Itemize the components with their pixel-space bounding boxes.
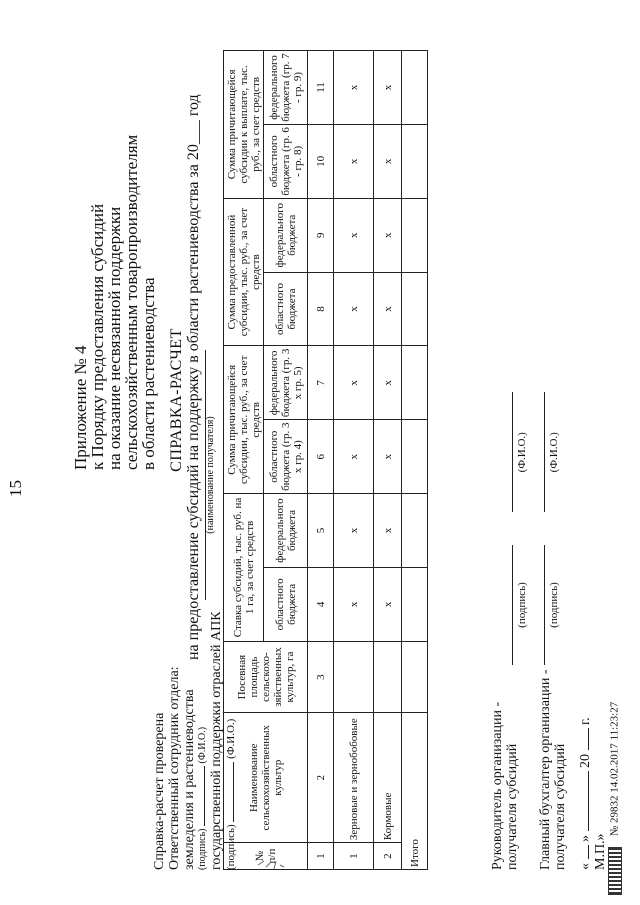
appendix-line-2: к Порядку предоставления субсидий xyxy=(88,203,107,470)
column-number: 9 xyxy=(308,198,334,272)
table-cell: х xyxy=(374,420,402,494)
header-due: Сумма причитающейся субсидии, тыс. руб., за счет средств xyxy=(224,346,264,494)
date-quote-close: » xyxy=(578,835,593,842)
subheader-obl-8: областного бюджета xyxy=(264,272,308,346)
table-cell xyxy=(374,641,402,713)
accountant-fio-caption: (Ф.И.О.) xyxy=(548,432,560,473)
header-no: № п/п xyxy=(224,843,308,870)
seal-placeholder: М.П.» xyxy=(593,833,608,870)
table-cell: х xyxy=(334,198,374,272)
table-cell: х xyxy=(334,124,374,198)
table-row xyxy=(334,51,374,870)
column-number: 6 xyxy=(308,420,334,494)
table-cell: х xyxy=(374,198,402,272)
row-no: 1 xyxy=(334,843,374,870)
check-line-2: Ответственный сотрудник отдела: xyxy=(167,666,182,870)
page-number: 15 xyxy=(6,480,25,497)
appendix-line-1: Приложение № 4 xyxy=(71,345,90,470)
subheader-fed-5: федерального бюджета xyxy=(264,494,308,568)
column-number: 3 xyxy=(308,641,334,713)
head-line-1: Руководитель организации - xyxy=(490,701,505,870)
table-cell: х xyxy=(374,272,402,346)
head-signature-row xyxy=(504,375,528,665)
subheader-fed-9: федерального бюджета xyxy=(264,198,308,272)
table-cell: х xyxy=(334,51,374,125)
total-row xyxy=(402,51,428,870)
stamp-text: № 29832 14.02.2017 11:23:27 xyxy=(608,701,621,837)
table-cell: х xyxy=(374,567,402,641)
column-number: 10 xyxy=(308,124,334,198)
head-signature-caption: (подпись) xyxy=(516,582,528,628)
table-cell: х xyxy=(334,272,374,346)
check-line-1: Справка-расчет проверена xyxy=(152,712,167,870)
table-cell: х xyxy=(334,346,374,420)
subheader-obl-10: областного бюджета (гр. 6 - гр. 8) xyxy=(264,124,308,198)
appendix-line-4: сельскохозяйственным товаропроизводителям xyxy=(122,134,141,470)
appendix-block xyxy=(72,135,157,470)
accountant-signature-row xyxy=(536,375,560,665)
row-name: Кормовые xyxy=(374,713,402,843)
table-cell: х xyxy=(374,51,402,125)
column-number: 11 xyxy=(308,51,334,125)
row-name: Зерновые и зернобобовые xyxy=(334,713,374,843)
column-numbers-row xyxy=(308,51,334,870)
subheader-obl-6: областного бюджета (гр. 3 х гр. 4) xyxy=(264,420,308,494)
accountant-line-1: Главный бухгалтер организации - xyxy=(538,669,553,870)
date-quote-open: « xyxy=(578,863,593,870)
check-signature-caption-2: (подпись) xyxy=(225,824,237,870)
head-fio-caption: (Ф.И.О.) xyxy=(516,432,528,473)
document-subtitle: на предоставление субсидий на поддержку в области растениеводства за 20___ год xyxy=(185,94,202,660)
table-row xyxy=(374,51,402,870)
subheader-obl-4: областного бюджета xyxy=(264,567,308,641)
table-cell: х xyxy=(374,494,402,568)
header-name: Наименование сельскохозяйственных культур xyxy=(224,713,308,843)
table-cell xyxy=(334,641,374,713)
header-area: Посевная площадь сельскохо-зяйственных культур, га xyxy=(224,641,308,713)
column-number: 7 xyxy=(308,346,334,420)
column-number: 4 xyxy=(308,567,334,641)
table-cell: х xyxy=(374,346,402,420)
document-stamp xyxy=(608,702,622,895)
date-year-suffix: г. xyxy=(578,717,593,725)
header-pay: Сумма причитающейся субсидии к выплате, тыс. руб., за счет средств xyxy=(224,51,264,199)
total-label: Итого xyxy=(402,713,428,870)
table-cell: х xyxy=(334,567,374,641)
accountant-signature-caption: (подпись) xyxy=(548,582,560,628)
table-cell: х xyxy=(334,420,374,494)
appendix-line-5: в области растениеводства xyxy=(139,277,158,470)
subheader-fed-11: федерального бюджета (гр. 7 - гр. 9) xyxy=(264,51,308,125)
recipient-caption: (наименование получателя) xyxy=(205,416,216,534)
subheader-fed-7: федерального бюджета (гр. 3 х гр. 5) xyxy=(264,346,308,420)
row-no: 2 xyxy=(374,843,402,870)
appendix-line-3: на оказание несвязанной поддержки xyxy=(105,206,124,470)
calculation-table xyxy=(223,50,428,870)
scan-mark-icon xyxy=(256,857,286,878)
check-line-4: государственной поддержки отраслей АПК xyxy=(209,611,224,870)
column-number: 2 xyxy=(308,713,334,843)
date-line xyxy=(578,669,593,870)
check-line-3: земледелия и растениеводства xyxy=(182,689,197,870)
check-signature-caption: (подпись) xyxy=(197,828,208,870)
head-line-2: получателя субсидий xyxy=(505,743,520,870)
table-cell: х xyxy=(334,494,374,568)
column-number: 5 xyxy=(308,494,334,568)
date-year-prefix: 20 xyxy=(578,754,593,768)
verification-text xyxy=(152,611,238,870)
column-number: 8 xyxy=(308,272,334,346)
header-rate: Ставка субсидий, тыс. руб. на 1 га, за счет средств xyxy=(224,494,264,642)
registry-logo-icon xyxy=(608,847,622,895)
accountant-line-2: получателя субсидий xyxy=(553,743,568,870)
header-provided: Сумма предоставленной субсидии, тыс. руб., за счет средств xyxy=(224,198,264,346)
column-number: 1 xyxy=(308,843,334,870)
footer-block xyxy=(490,669,608,870)
table-cell: х xyxy=(374,124,402,198)
document-header xyxy=(168,94,202,660)
check-fio-caption-2: (Ф.И.О.) xyxy=(225,718,237,759)
check-fio-caption: (Ф.И.О.) xyxy=(197,726,208,764)
document-title: СПРАВКА-РАСЧЕТ xyxy=(168,328,185,472)
